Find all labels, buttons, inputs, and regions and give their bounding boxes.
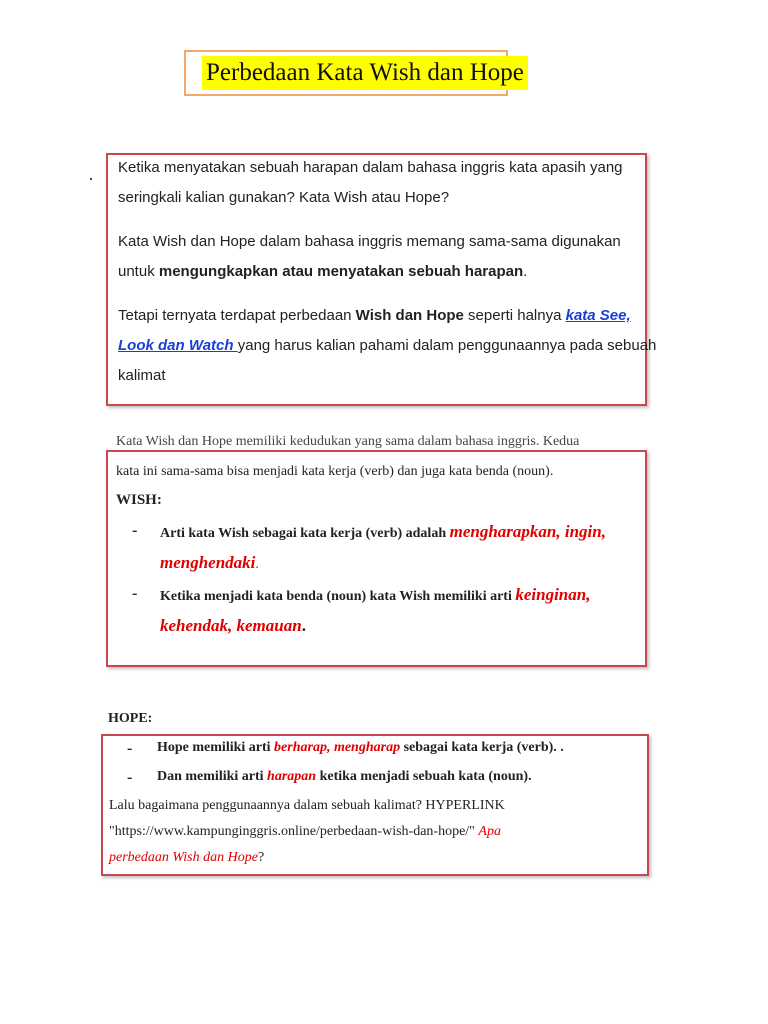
wish-item-1: Arti kata Wish sebagai kata kerja (verb) adalah mengharapkan, ingin, (160, 522, 606, 541)
see-look-watch-link[interactable]: kata See, (565, 307, 631, 324)
wish-heading: WISH: (116, 492, 162, 508)
bold-phrase: mengungkapkan atau menyatakan sebuah harapan (158, 263, 524, 280)
bullet-dash: - (132, 585, 138, 602)
wish-box (106, 450, 647, 667)
stray-dot (90, 178, 92, 180)
bullet-dash: - (132, 522, 138, 539)
hope-box (101, 734, 649, 876)
wish-intro-line-2: kata ini sama-sama bisa menjadi kata kerja (verb) dan juga kata benda (noun). (116, 464, 554, 479)
bullet-dash: - (127, 740, 133, 757)
intro-line-7: kalimat (118, 367, 166, 384)
intro-line-1: Ketika menyatakan sebuah harapan dalam bahasa inggris kata apasih yang (118, 159, 623, 176)
intro-line-6: Look dan Watch yang harus kalian pahami dalam penggunaannya pada sebuah (118, 337, 657, 354)
intro-line-2: seringkali kalian gunakan? Kata Wish atau Hope? (118, 189, 450, 206)
hope-line-3: Lalu bagaimana penggunaannya dalam sebuah kalimat? HYPERLINK (109, 798, 505, 813)
hope-item-2: Dan memiliki arti harapan ketika menjadi sebuah kata (noun). (157, 769, 532, 784)
hope-heading: HOPE: (108, 711, 153, 726)
intro-line-5: Tetapi ternyata terdapat perbedaan Wish dan Hope seperti halnya kata See, (118, 307, 631, 324)
wish-item-2-cont: kehendak, kemauan. (160, 616, 306, 635)
hope-line-4: "https://www.kampunginggris.online/perbedaan-wish-dan-hope/" Apa (109, 824, 501, 839)
intro-line-4: untuk mengungkapkan atau menyatakan sebuah harapan. (118, 263, 528, 280)
intro-line-3: Kata Wish dan Hope dalam bahasa inggris memang sama-sama digunakan (118, 233, 621, 250)
intro-box (106, 153, 657, 406)
wish-item-1-cont: menghendaki. (160, 553, 259, 572)
wish-intro-line-1: Kata Wish dan Hope memiliki kedudukan yang sama dalam bahasa inggris. Kedua (116, 434, 580, 449)
bullet-dash: - (127, 769, 133, 786)
hope-item-1: Hope memiliki arti berharap, mengharap sebagai kata kerja (verb). . (157, 740, 564, 755)
hope-line-5: perbedaan Wish dan Hope? (109, 850, 265, 865)
see-look-watch-link-cont[interactable]: Look dan Watch (118, 337, 238, 354)
page-title: Perbedaan Kata Wish dan Hope (202, 56, 528, 90)
title-box (184, 50, 524, 96)
wish-item-2: Ketika menjadi kata benda (noun) kata Wish memiliki arti keinginan, (160, 585, 591, 604)
